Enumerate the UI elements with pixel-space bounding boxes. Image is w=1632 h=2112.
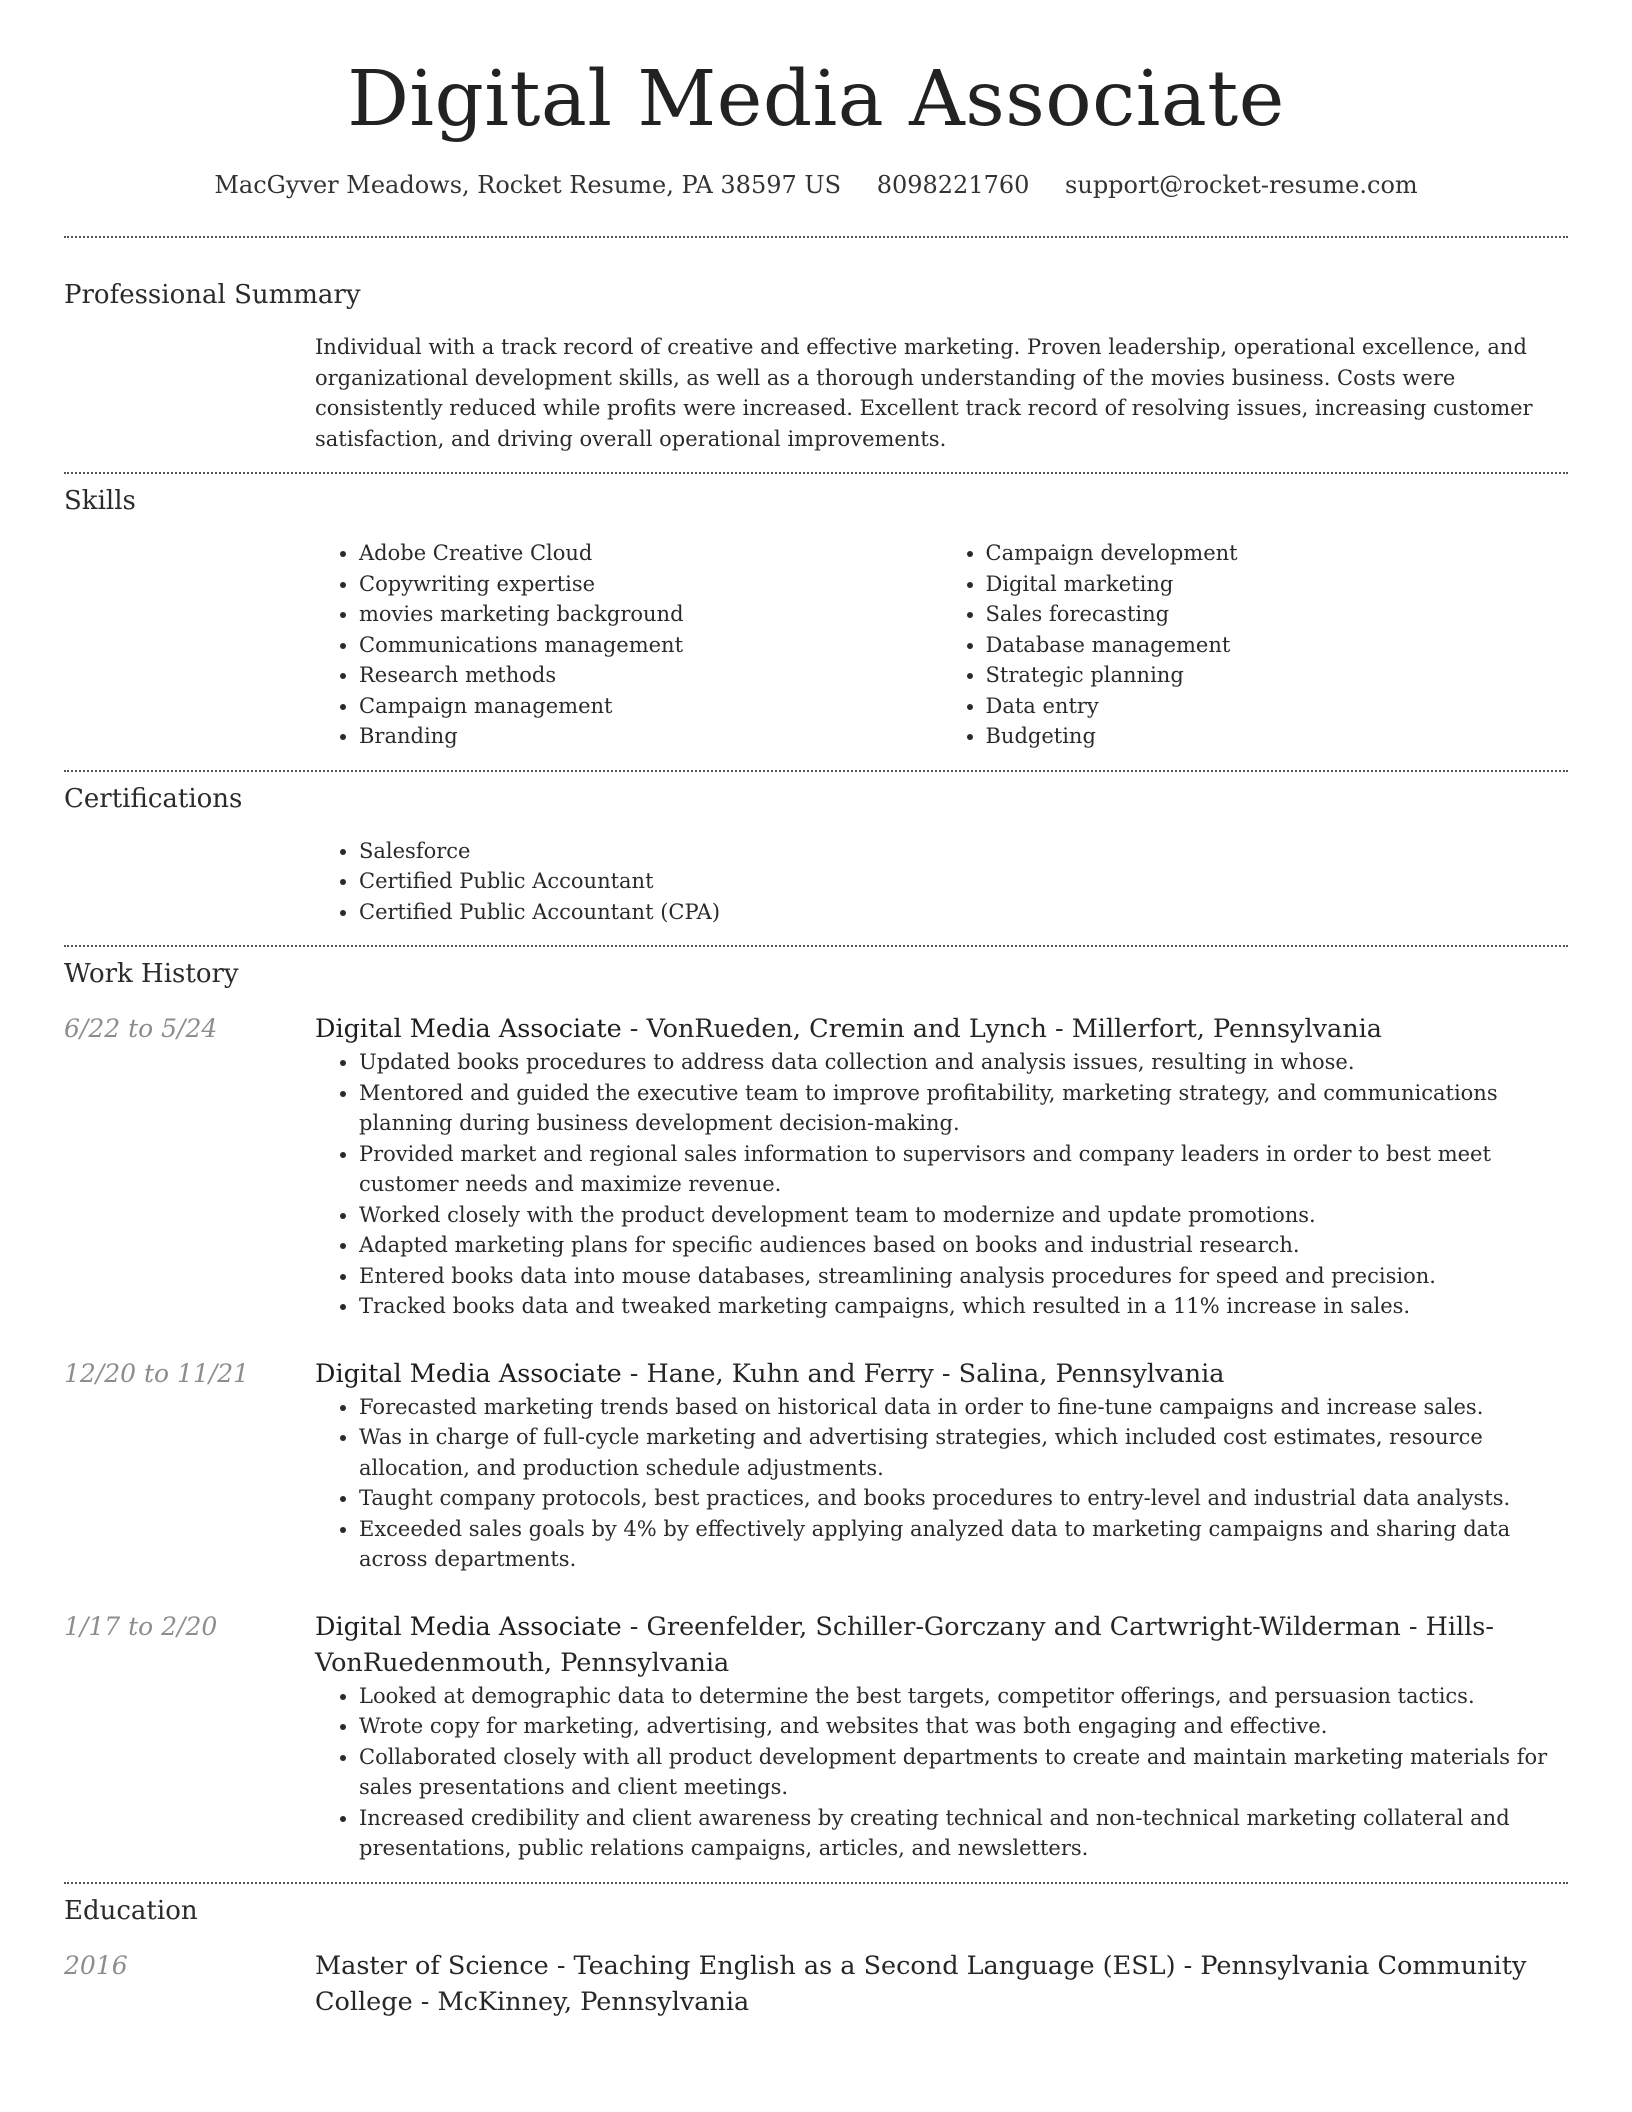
job-role: Digital Media Associate <box>315 1611 622 1642</box>
job-bullet: • Increased credibility and client awareness by creating technical and non-technical marketing collateral and presentations, public relations campaigns, articles, and newsletters. <box>359 1803 1568 1864</box>
job-bullet: • Forecasted marketing trends based on historical data in order to fine-tune campaigns and increase sales. <box>359 1392 1568 1423</box>
contact-phone: 8098221760 <box>876 171 1030 199</box>
job-body <box>315 1011 1568 1322</box>
skills-columns <box>315 538 1568 752</box>
work-history-section <box>64 959 1568 1864</box>
job-bullet: • Wrote copy for marketing, advertising, and websites that was both engaging and effective. <box>359 1711 1568 1742</box>
job-role: Digital Media Associate <box>315 1358 622 1389</box>
job-entry <box>64 1609 1568 1864</box>
skill-item: • Copywriting expertise <box>359 569 942 600</box>
summary-section <box>64 280 1568 454</box>
skill-item: • Research methods <box>359 660 942 691</box>
job-bullet: • Looked at demographic data to determine the best targets, competitor offerings, and persuasion tactics. <box>359 1681 1568 1712</box>
skills-list-right <box>942 538 1569 752</box>
skill-item: • Campaign management <box>359 691 942 722</box>
skills-list-left <box>315 538 942 752</box>
contact-line <box>64 168 1568 202</box>
divider <box>64 1882 1568 1884</box>
job-bullet: • Tracked books data and tweaked marketing campaigns, which resulted in a 11% increase in sales. <box>359 1291 1568 1322</box>
skill-item: • movies marketing background <box>359 599 942 630</box>
divider <box>64 945 1568 947</box>
job-bullets <box>315 1392 1568 1575</box>
work-history-title: Work History <box>64 959 239 989</box>
job-entry <box>64 1011 1568 1322</box>
job-heading <box>315 1011 1568 1047</box>
job-bullet: • Adapted marketing plans for specific audiences based on books and industrial research. <box>359 1230 1568 1261</box>
job-employer: - VonRueden, Cremin and Lynch - Millerfort, Pennsylvania <box>621 1014 1382 1044</box>
summary-text: Individual with a track record of creative and effective marketing. Proven leadership, operational excellence, and organizational development skills, as well as a thorough understanding of the movies business. Costs were consistently reduced while profits were increased. Excellent track record of resolving issues, increasing customer satisfaction, and driving overall operational improvements. <box>315 335 1533 451</box>
skill-item: • Strategic planning <box>986 660 1569 691</box>
job-body <box>315 1356 1568 1575</box>
job-role: Digital Media Associate <box>315 1014 622 1044</box>
job-entry <box>64 1356 1568 1575</box>
summary-title: Professional Summary <box>64 280 361 310</box>
skill-item: • Communications management <box>359 630 942 661</box>
certification-item: • Certified Public Accountant (CPA) <box>359 897 1568 928</box>
job-body <box>315 1609 1568 1864</box>
job-bullet: • Provided market and regional sales information to supervisors and company leaders in order to best meet customer needs and maximize revenue. <box>359 1139 1568 1200</box>
skill-item: • Sales forecasting <box>986 599 1569 630</box>
certifications-title: Certifications <box>64 783 243 814</box>
skill-item: • Budgeting <box>986 721 1569 752</box>
job-bullets <box>315 1681 1568 1864</box>
education-degree: Master of Science - Teaching English as a Second Language (ESL) - Pennsylvania Community College - McKinney, Pennsylvania <box>315 1950 1527 2017</box>
skills-title: Skills <box>64 486 136 516</box>
job-bullet: • Collaborated closely with all product development departments to create and maintain marketing materials for sales presentations and client meetings. <box>359 1742 1568 1803</box>
skill-item: • Adobe Creative Cloud <box>359 538 942 569</box>
certification-item: • Salesforce <box>359 836 1568 867</box>
job-bullet: • Exceeded sales goals by 4% by effectively applying analyzed data to marketing campaigns and sharing data across departments. <box>359 1514 1568 1575</box>
skill-item: • Branding <box>359 721 942 752</box>
job-bullets <box>315 1047 1568 1322</box>
job-bullet: • Entered books data into mouse databases, streamlining analysis procedures for speed and precision. <box>359 1261 1568 1292</box>
contact-address: MacGyver Meadows, Rocket Resume, PA 38597 US <box>214 171 842 199</box>
certifications-list <box>315 836 1568 928</box>
job-dates: 12/20 to 11/21 <box>64 1358 250 1388</box>
certifications-block <box>315 836 1568 928</box>
job-heading <box>315 1609 1568 1681</box>
job-bullet: • Updated books procedures to address data collection and analysis issues, resulting in whose. <box>359 1047 1568 1078</box>
job-bullet: • Was in charge of full-cycle marketing and advertising strategies, which included cost estimates, resource allocation, and production schedule adjustments. <box>359 1422 1568 1483</box>
education-year: 2016 <box>64 1950 128 1980</box>
skills-section <box>64 486 1568 752</box>
skill-item: • Database management <box>986 630 1569 661</box>
divider <box>64 236 1568 238</box>
certification-item: • Certified Public Accountant <box>359 866 1568 897</box>
job-bullet: • Worked closely with the product development team to modernize and update promotions. <box>359 1200 1568 1231</box>
divider <box>64 770 1568 772</box>
job-heading <box>315 1356 1568 1392</box>
job-dates: 1/17 to 2/20 <box>64 1611 218 1641</box>
resume-name: Digital Media Associate <box>347 55 1285 144</box>
divider <box>64 472 1568 474</box>
education-entry <box>64 1948 1568 2020</box>
job-dates: 6/22 to 5/24 <box>64 1014 218 1043</box>
education-title: Education <box>64 1895 198 1926</box>
skill-item: • Data entry <box>986 691 1569 722</box>
job-employer: - Greenfelder, Schiller-Gorczany and Cartwright-Wilderman - Hills-VonRuedenmouth, Pennsylvania <box>315 1611 1495 1678</box>
contact-email: support@rocket-resume.com <box>1065 171 1418 199</box>
skill-item: • Campaign development <box>986 538 1569 569</box>
job-bullet: • Taught company protocols, best practices, and books procedures to entry-level and industrial data analysts. <box>359 1483 1568 1514</box>
education-section <box>64 1896 1568 2020</box>
job-employer: - Hane, Kuhn and Ferry - Salina, Pennsylvania <box>621 1358 1225 1389</box>
skill-item: • Digital marketing <box>986 569 1569 600</box>
job-bullet: • Mentored and guided the executive team to improve profitability, marketing strategy, and communications planning during business development decision-making. <box>359 1078 1568 1139</box>
certifications-section <box>64 784 1568 928</box>
